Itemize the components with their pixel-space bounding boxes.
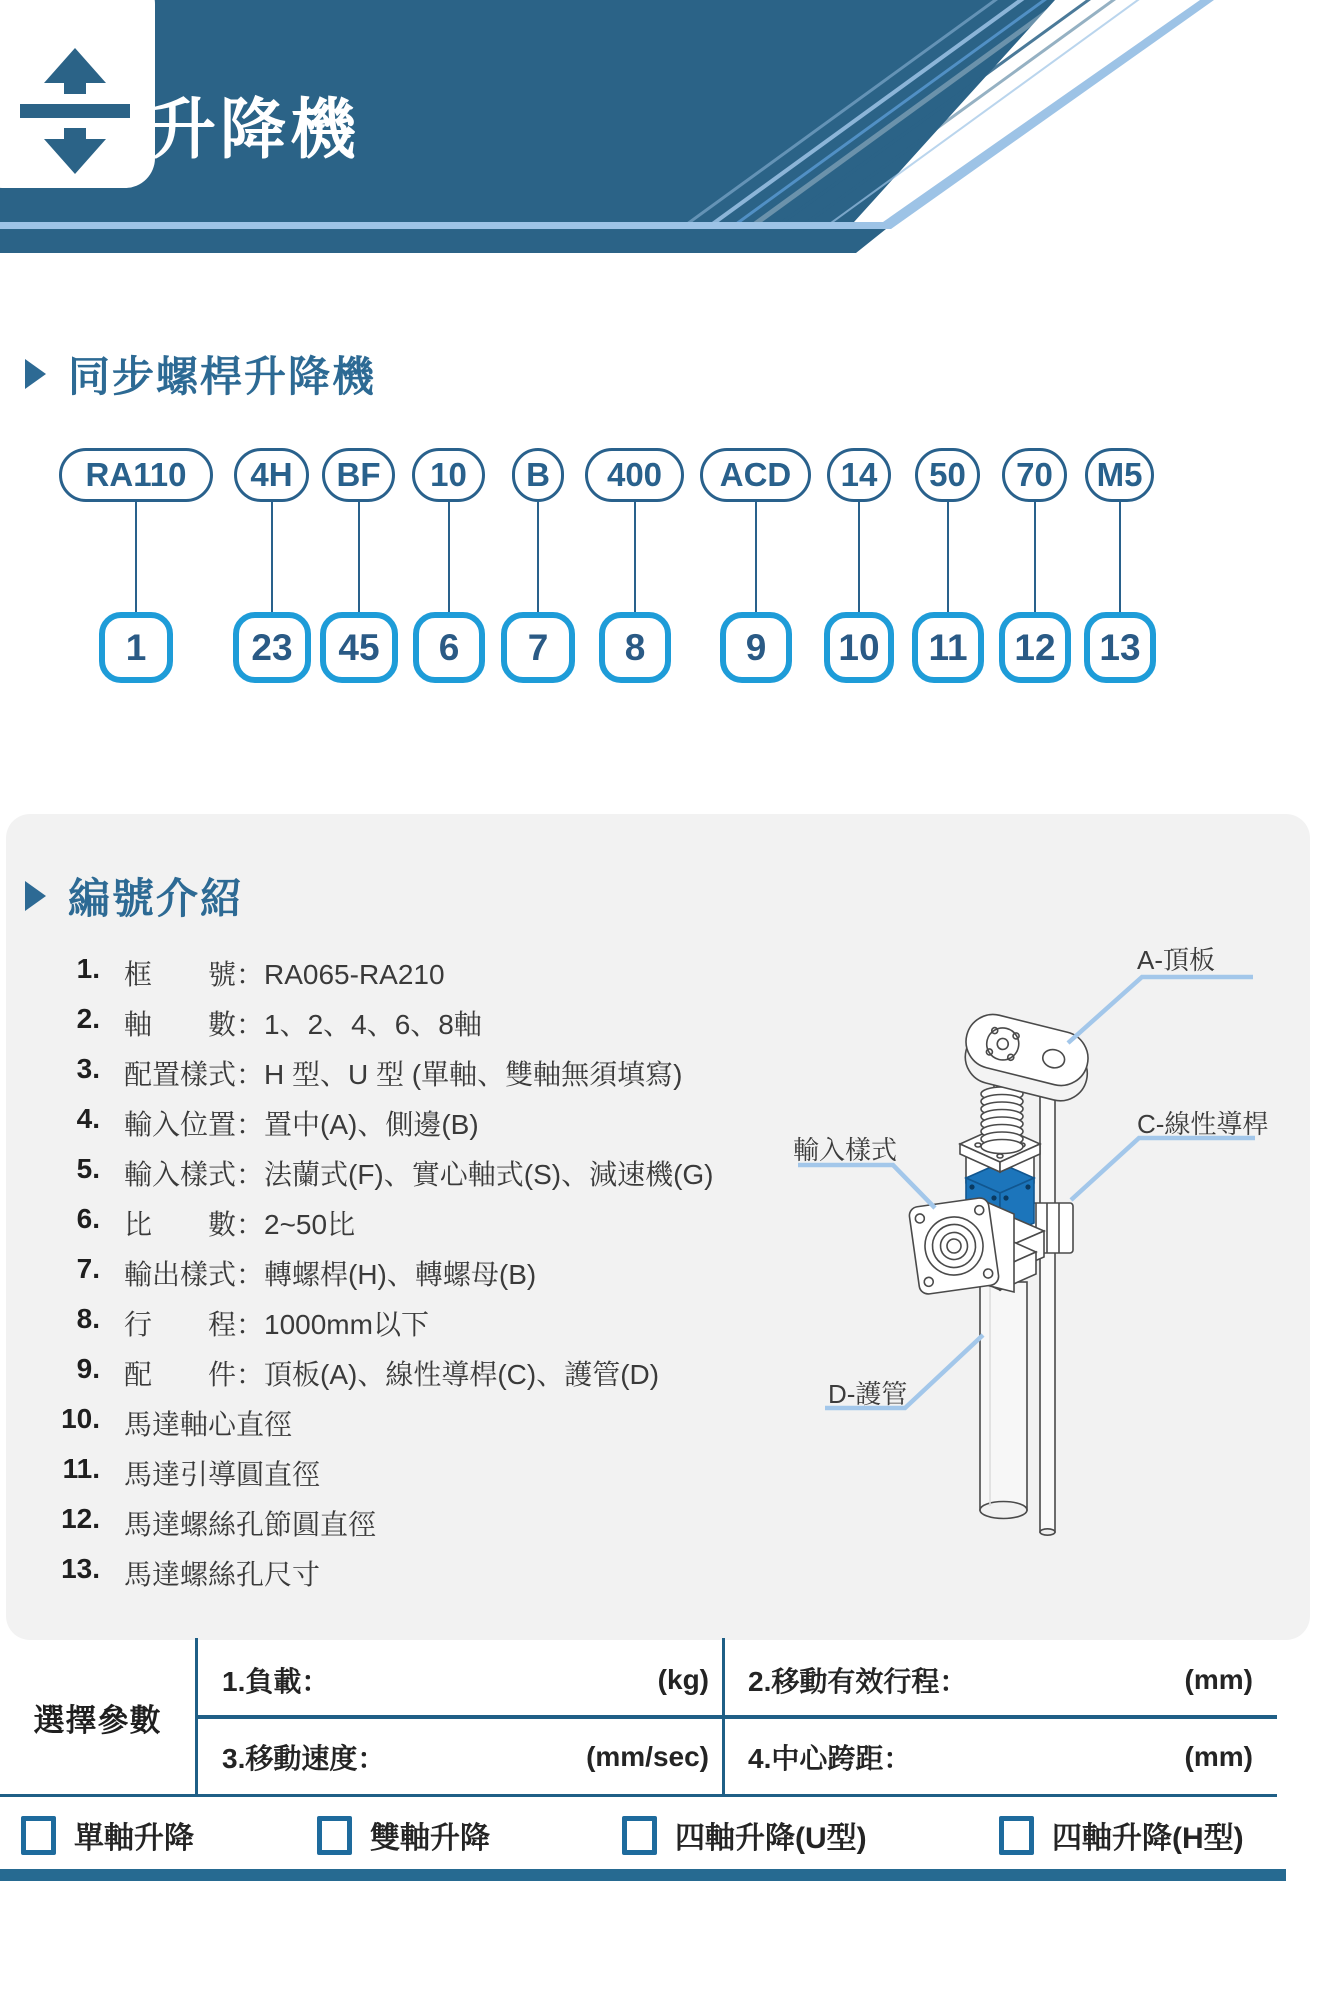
code-bubble: 50: [915, 448, 980, 502]
intro-list-item: 11. 馬達引導圓直徑: [62, 1453, 321, 1490]
connector-line: [755, 502, 757, 614]
connector-line: [271, 502, 273, 614]
table-bottom-border: [0, 1794, 1277, 1797]
bottom-accent-bar: [0, 1869, 1286, 1881]
section-heading-intro: [25, 866, 244, 926]
top-plate: [957, 1009, 1097, 1107]
triangle-bullet-icon: [25, 359, 46, 389]
linear-guide-rod: [1040, 1076, 1055, 1532]
param-cell: 2.移動有效行程： (mm): [748, 1664, 1253, 1697]
intro-list-item: 6. 比 數：2~50比: [76, 1203, 356, 1240]
connector-line: [358, 502, 360, 614]
code-bubble: 400: [585, 448, 684, 502]
code-bubble: ACD: [700, 448, 811, 502]
label-input-style: 輸入樣式: [793, 1135, 898, 1165]
connector-line: [1034, 502, 1036, 614]
section-heading-intro-text: 編號介紹: [68, 875, 245, 922]
connector-line: [135, 502, 137, 614]
intro-list-item: 7. 輸出樣式：轉螺桿(H)、轉螺母(B): [76, 1253, 537, 1290]
code-bubble: 14: [827, 448, 891, 502]
param-cell: 4.中心跨距： (mm): [748, 1741, 1253, 1774]
header-icon-plate: [0, 0, 155, 188]
input-flange: [908, 1197, 999, 1295]
intro-list-item: 8. 行 程：1000mm以下: [76, 1303, 429, 1340]
param-cell: 1.負載： (kg): [222, 1664, 709, 1697]
digit-bubble: 45: [320, 612, 398, 683]
digit-bubble: 10: [824, 612, 894, 683]
code-bubble: M5: [1085, 448, 1154, 502]
intro-list-item: 3. 配置樣式：H 型、U 型 (單軸、雙軸無須填寫): [76, 1053, 683, 1090]
page-title: 升降機: [150, 92, 360, 166]
checkbox[interactable]: [999, 1816, 1034, 1855]
checkbox[interactable]: [317, 1816, 352, 1855]
option-four-axis-h: 四軸升降(H型): [999, 1813, 1244, 1857]
label-tube: D-護管: [828, 1379, 908, 1409]
code-bubble: BF: [322, 448, 395, 502]
code-bubble: B: [512, 448, 564, 502]
protective-tube: [980, 1282, 1027, 1519]
triangle-bullet-icon: [25, 881, 46, 911]
connector-line: [634, 502, 636, 614]
digit-bubble: 6: [413, 612, 485, 683]
intro-list-item: 10. 馬達軸心直徑: [61, 1403, 293, 1440]
header-banner: [0, 0, 1327, 253]
section-heading-sync: [25, 344, 376, 404]
option-single-axis: 單軸升降: [21, 1813, 194, 1857]
intro-list-item: 4. 輸入位置：置中(A)、側邊(B): [76, 1103, 479, 1140]
code-bubble: 70: [1002, 448, 1067, 502]
option-four-axis-u: 四軸升降(U型): [622, 1813, 867, 1857]
digit-bubble: 8: [599, 612, 671, 683]
code-bubble: 10: [412, 448, 485, 502]
digit-bubble: 7: [501, 612, 575, 683]
params-row-header: 選擇參數: [33, 1703, 162, 1738]
connector-line: [448, 502, 450, 614]
up-down-arrows-icon: [20, 46, 130, 176]
intro-list-item: 9. 配 件：頂板(A)、線性導桿(C)、護管(D): [76, 1353, 660, 1390]
intro-list-item: 12. 馬達螺絲孔節圓直徑: [61, 1503, 377, 1540]
option-dual-axis: 雙軸升降: [317, 1813, 490, 1857]
connector-line: [1119, 502, 1121, 614]
digit-bubble: 11: [912, 612, 984, 683]
checkbox[interactable]: [21, 1816, 56, 1855]
code-bubble: RA110: [59, 448, 213, 502]
param-cell: 3.移動速度： (mm/sec): [222, 1741, 709, 1774]
table-divider: [195, 1715, 1277, 1719]
connector-line: [947, 502, 949, 614]
digit-bubble: 13: [1084, 612, 1156, 683]
connector-line: [537, 502, 539, 614]
label-top-plate: A-頂板: [1137, 945, 1216, 975]
section-heading-sync-text: 同步螺桿升降機: [68, 353, 377, 400]
intro-list-item: 5. 輸入樣式：法蘭式(F)、實心軸式(S)、減速機(G): [76, 1153, 714, 1190]
intro-list-item: 2. 軸 數：1、2、4、6、8軸: [76, 1003, 482, 1040]
digit-bubble: 12: [999, 612, 1071, 683]
digit-bubble: 9: [720, 612, 792, 683]
intro-list-item: 1. 框 號：RA065-RA210: [76, 953, 445, 990]
digit-bubble: 1: [99, 612, 173, 683]
code-bubble: 4H: [234, 448, 309, 502]
label-linear-guide: C-線性導桿: [1137, 1109, 1269, 1139]
connector-line: [858, 502, 860, 614]
screw-jack-illustration: [750, 900, 1310, 1600]
intro-list-item: 13. 馬達螺絲孔尺寸: [61, 1553, 321, 1590]
digit-bubble: 23: [233, 612, 311, 683]
checkbox[interactable]: [622, 1816, 657, 1855]
